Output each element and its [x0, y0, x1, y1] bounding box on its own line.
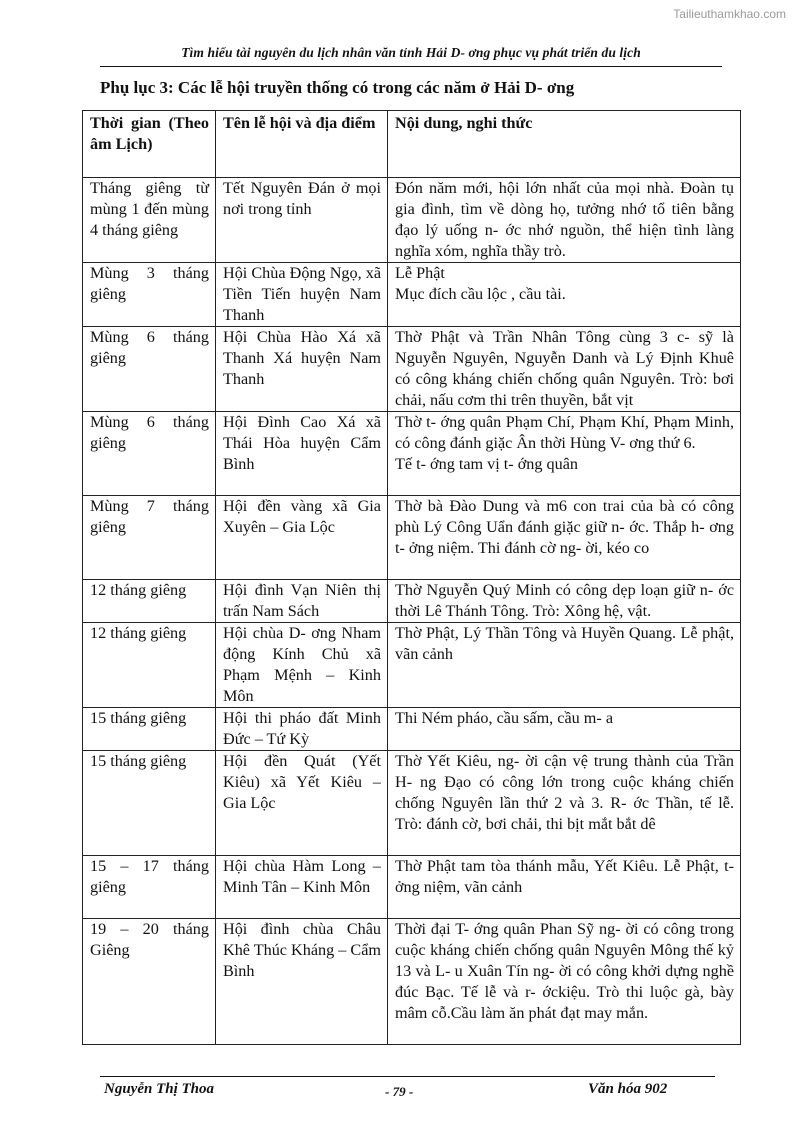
- cell-content: [388, 708, 741, 751]
- cell-festival-name: Hội đình chùa Châu Khê Thúc Kháng – Cẩm Bình: [216, 919, 388, 1045]
- content-paragraph: Thờ t- ớng quân Phạm Chí, Phạm Khí, Phạm Minh, có công đánh giặc Ân thời Hùng V- ơng thứ 6.: [395, 413, 734, 452]
- cell-time: Mùng 7 tháng giêng: [83, 496, 216, 580]
- cell-festival-name: Hội Chùa Động Ngọ, xã Tiền Tiến huyện Nam Thanh: [216, 263, 388, 327]
- cell-time: 15 – 17 tháng giêng: [83, 856, 216, 919]
- cell-content: [388, 178, 741, 263]
- table-header-row: [83, 111, 741, 178]
- cell-festival-name: Hội thi pháo đất Minh Đức – Tứ Kỳ: [216, 708, 388, 751]
- festival-table: [82, 110, 741, 1045]
- table-row: [83, 496, 741, 580]
- table-row: [83, 327, 741, 412]
- cell-content: [388, 496, 741, 580]
- table-row: [83, 919, 741, 1045]
- content-paragraph: Đón năm mới, hội lớn nhất của mọi nhà. Đoàn tụ gia đình, tìm về dòng họ, tưởng nhớ tổ tiên bằng đạo lý uống n- ớc nhớ nguồn, thể hiện tình làng nghĩa xóm, nghĩa thầy trò.: [395, 179, 734, 260]
- cell-festival-name: Hội đình Vạn Niên thị trấn Nam Sách: [216, 580, 388, 623]
- content-paragraph: Thờ Phật tam tòa thánh mẫu, Yết Kiêu. Lễ Phật, t- ởng niệm, vãn cảnh: [395, 857, 734, 896]
- cell-festival-name: Hội chùa Hàm Long – Minh Tân – Kinh Môn: [216, 856, 388, 919]
- content-paragraph: Tế t- ớng tam vị t- ớng quân: [395, 455, 579, 473]
- table-body: [83, 178, 741, 1045]
- appendix-title: Phụ lục 3: Các lễ hội truyền thống có trong các năm ở Hải D- ơng: [100, 78, 575, 97]
- cell-time: 19 – 20 tháng Giêng: [83, 919, 216, 1045]
- content-paragraph: Thờ Phật và Trần Nhân Tông cùng 3 c- sỹ là Nguyễn Nguyên, Nguyễn Danh và Lý Định Khuê có công kháng chiến chống quân Nguyên. Trò: bơi chải, nấu cơm thi trên thuyền, bắt vịt: [395, 328, 734, 409]
- cell-festival-name: Tết Nguyên Đán ở mọi nơi trong tỉnh: [216, 178, 388, 263]
- content-paragraph: Thời đại T- ớng quân Phan Sỹ ng- ời có công trong cuộc kháng chiến chống quân Nguyên Mông thế kỷ 13 và L- u Xuân Tín ng- ời có công khởi dựng nghề đúc Bạc. Tế lễ và r- ớckiệu. Trò thi luộc gà, bày mâm cỗ.Cầu làm ăn phát đạt may mắn.: [395, 920, 734, 1022]
- header-festival-name: Tên lễ hội và địa điểm: [216, 111, 388, 178]
- header-rule: [100, 66, 722, 67]
- cell-content: [388, 919, 741, 1045]
- cell-time: 15 tháng giêng: [83, 708, 216, 751]
- cell-time: 12 tháng giêng: [83, 580, 216, 623]
- cell-content: [388, 263, 741, 327]
- table-row: [83, 623, 741, 708]
- footer-rule: [100, 1076, 715, 1077]
- cell-time: 12 tháng giêng: [83, 623, 216, 708]
- cell-time: Mùng 6 tháng giêng: [83, 412, 216, 496]
- content-paragraph: Mục đích cầu lộc , cầu tài.: [395, 285, 566, 303]
- cell-time: Tháng giêng từ mùng 1 đến mùng 4 tháng giêng: [83, 178, 216, 263]
- cell-content: [388, 412, 741, 496]
- cell-festival-name: Hội đền vàng xã Gia Xuyên – Gia Lộc: [216, 496, 388, 580]
- content-paragraph: Thờ Nguyễn Quý Minh có công dẹp loạn giữ n- ớc thời Lê Thánh Tông. Trò: Xông hệ, vật.: [395, 581, 734, 620]
- content-paragraph: Lễ Phật: [395, 264, 445, 282]
- cell-content: [388, 327, 741, 412]
- footer-author: Nguyễn Thị Thoa: [104, 1081, 215, 1097]
- cell-content: [388, 856, 741, 919]
- content-paragraph: Thờ Yết Kiêu, ng- ời cận vệ trung thành của Trần H- ng Đạo có công lớn trong cuộc kháng chiến chống Nguyên lần thứ 2 và 3. R- ớc Thần, tế lễ. Trò: đánh cờ, bơi chải, thi bịt mắt bắt dê: [395, 752, 734, 833]
- cell-festival-name: Hội Chùa Hào Xá xã Thanh Xá huyện Nam Thanh: [216, 327, 388, 412]
- cell-time: 15 tháng giêng: [83, 751, 216, 856]
- content-paragraph: Thờ Phật, Lý Thần Tông và Huyền Quang. Lễ phật, vãn cảnh: [395, 624, 734, 663]
- cell-time: Mùng 3 tháng giêng: [83, 263, 216, 327]
- table-row: [83, 751, 741, 856]
- header-content: Nội dung, nghi thức: [388, 111, 741, 178]
- running-header: Tìm hiểu tài nguyên du lịch nhân văn tỉnh Hải D- ơng phục vụ phát triển du lịch: [181, 45, 641, 60]
- table-row: [83, 412, 741, 496]
- table-row: [83, 708, 741, 751]
- cell-festival-name: Hội đền Quát (Yết Kiêu) xã Yết Kiêu – Gia Lộc: [216, 751, 388, 856]
- header-time: Thời gian (Theo âm Lịch): [83, 111, 216, 178]
- cell-festival-name: Hội chùa D- ơng Nham động Kính Chủ xã Phạm Mệnh – Kinh Môn: [216, 623, 388, 708]
- table-row: [83, 263, 741, 327]
- cell-content: [388, 623, 741, 708]
- cell-content: [388, 751, 741, 856]
- table-row: [83, 856, 741, 919]
- table-row: [83, 178, 741, 263]
- footer-page-number: - 79 -: [385, 1084, 414, 1099]
- content-paragraph: Thờ bà Đào Dung và m6 con trai của bà có công phù Lý Công Uẩn đánh giặc giữ n- ớc. Thắp h- ơng t- ởng niệm. Thi đánh cờ ng- ời, kéo co: [395, 497, 734, 557]
- cell-time: Mùng 6 tháng giêng: [83, 327, 216, 412]
- cell-content: [388, 580, 741, 623]
- watermark: Tailieuthamkhao.com: [673, 7, 786, 21]
- footer-class: Văn hóa 902: [588, 1081, 668, 1097]
- cell-festival-name: Hội Đình Cao Xá xã Thái Hòa huyện Cẩm Bình: [216, 412, 388, 496]
- content-paragraph: Thi Ném pháo, cầu sấm, cầu m- a: [395, 709, 614, 727]
- table-row: [83, 580, 741, 623]
